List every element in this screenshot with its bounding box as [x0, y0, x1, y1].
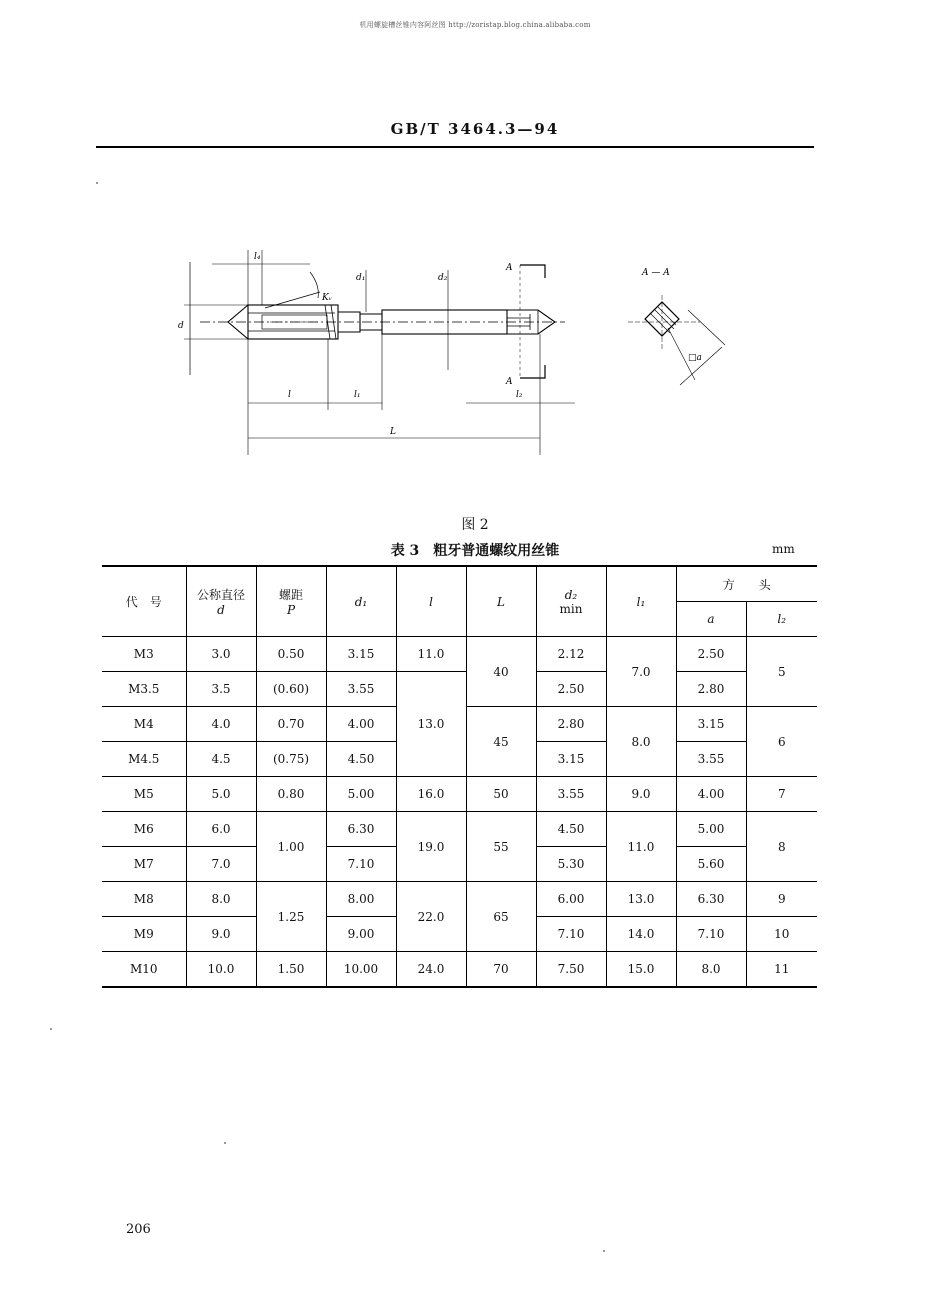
table-row — [102, 882, 817, 917]
cell-a: 7.10 — [676, 917, 746, 952]
figure-caption: 图 2 — [461, 517, 489, 533]
label-square: □a — [688, 353, 702, 363]
cell-d2: 5.30 — [536, 847, 606, 882]
header-pitch-symbol: P — [286, 603, 296, 617]
label-a-bottom: A — [506, 377, 513, 387]
scan-speck — [603, 1250, 605, 1252]
cell-L: 45 — [466, 707, 536, 777]
standard-title: GB/T 3464.3—94 — [390, 120, 560, 138]
unit-label: mm — [772, 542, 795, 556]
cell-p: 1.00 — [256, 812, 326, 882]
label-d2: d₂ — [438, 273, 448, 283]
cell-p: 0.80 — [256, 777, 326, 812]
cell-d2: 6.00 — [536, 882, 606, 917]
cell-a: 3.15 — [676, 707, 746, 742]
cell-d1: 3.15 — [326, 637, 396, 672]
cell-a: 4.00 — [676, 777, 746, 812]
header-code: 代 号 — [102, 566, 186, 637]
table-caption: 表 3 粗牙普通螺纹用丝锥 — [390, 543, 560, 559]
cell-L: 70 — [466, 952, 536, 988]
label-d1: d₁ — [356, 273, 366, 283]
header-pitch — [256, 566, 326, 637]
cell-a: 8.0 — [676, 952, 746, 988]
cell-d2: 2.80 — [536, 707, 606, 742]
cell-d: 8.0 — [186, 882, 256, 917]
cell-l1: 7.0 — [606, 637, 676, 707]
header-pitch-label: 螺距 — [278, 588, 303, 602]
cell-d2: 2.50 — [536, 672, 606, 707]
cell-d: 9.0 — [186, 917, 256, 952]
cell-p: 1.50 — [256, 952, 326, 988]
cell-a: 5.60 — [676, 847, 746, 882]
cell-l: 11.0 — [396, 637, 466, 672]
header-nominal-diameter-label: 公称直径 — [196, 588, 245, 602]
scan-speck — [50, 1028, 52, 1030]
scan-speck — [224, 1142, 226, 1144]
cell-l1: 13.0 — [606, 882, 676, 917]
cell-a: 2.50 — [676, 637, 746, 672]
cell-d2: 3.55 — [536, 777, 606, 812]
header-d2-min: min — [559, 601, 583, 616]
cell-code: M3.5 — [102, 672, 186, 707]
cell-l2: 8 — [746, 812, 817, 882]
cell-p: 1.25 — [256, 882, 326, 952]
cell-l1: 8.0 — [606, 707, 676, 777]
cell-code: M7 — [102, 847, 186, 882]
cell-code: M4.5 — [102, 742, 186, 777]
table-row — [102, 777, 817, 812]
header-d1: d₁ — [326, 566, 396, 637]
top-note: 机用螺旋槽丝锥内容阿丝图 http://zoristap.blog.china.alibaba.com — [359, 21, 591, 29]
cell-a: 2.80 — [676, 672, 746, 707]
cell-a: 5.00 — [676, 812, 746, 847]
label-section: A — A — [642, 268, 670, 278]
label-a-top: A — [506, 263, 513, 273]
cell-l2: 10 — [746, 917, 817, 952]
cell-d: 5.0 — [186, 777, 256, 812]
cell-d2: 3.15 — [536, 742, 606, 777]
tap-drawing — [170, 250, 770, 465]
cell-d: 3.0 — [186, 637, 256, 672]
label-kv: Kᵥ — [322, 293, 333, 303]
cell-l: 13.0 — [396, 672, 466, 777]
cell-code: M9 — [102, 917, 186, 952]
cell-code: M4 — [102, 707, 186, 742]
cell-L: 50 — [466, 777, 536, 812]
cell-p: (0.60) — [256, 672, 326, 707]
cell-d1: 3.55 — [326, 672, 396, 707]
cell-code: M8 — [102, 882, 186, 917]
page-number: 206 — [126, 1222, 151, 1237]
label-l4: l₄ — [254, 252, 261, 262]
cell-d1: 8.00 — [326, 882, 396, 917]
tap-spec-table — [102, 565, 817, 988]
cell-l1: 14.0 — [606, 917, 676, 952]
cell-l1: 11.0 — [606, 812, 676, 882]
cell-l: 24.0 — [396, 952, 466, 988]
label-d: d — [178, 321, 184, 331]
cell-p: (0.75) — [256, 742, 326, 777]
cell-l2: 6 — [746, 707, 817, 777]
table-row — [102, 952, 817, 988]
label-l1: l₁ — [354, 390, 361, 400]
cell-d1: 10.00 — [326, 952, 396, 988]
cell-code: M6 — [102, 812, 186, 847]
header-l: l — [396, 566, 466, 637]
cell-d: 4.5 — [186, 742, 256, 777]
cell-d2: 4.50 — [536, 812, 606, 847]
header-d2 — [536, 566, 606, 637]
cell-d: 3.5 — [186, 672, 256, 707]
cell-a: 3.55 — [676, 742, 746, 777]
header-d2-symbol: d₂ — [564, 587, 578, 602]
cell-d1: 5.00 — [326, 777, 396, 812]
cell-l: 16.0 — [396, 777, 466, 812]
header-nominal-diameter-symbol: d — [217, 603, 225, 617]
cell-d: 7.0 — [186, 847, 256, 882]
header-L: L — [466, 566, 536, 637]
header-l2: l₂ — [746, 602, 817, 637]
cell-L: 55 — [466, 812, 536, 882]
cell-l2: 5 — [746, 637, 817, 707]
cell-l2: 9 — [746, 882, 817, 917]
header-square-head: 方 头 — [676, 566, 817, 602]
cell-d1: 7.10 — [326, 847, 396, 882]
table-row — [102, 672, 817, 707]
label-L: L — [390, 427, 396, 437]
scan-speck — [96, 182, 98, 184]
cell-code: M3 — [102, 637, 186, 672]
cell-d: 6.0 — [186, 812, 256, 847]
cell-d1: 4.50 — [326, 742, 396, 777]
header-rule — [96, 146, 814, 148]
label-l2: l₂ — [516, 390, 523, 400]
cell-p: 0.70 — [256, 707, 326, 742]
table-row — [102, 812, 817, 847]
cell-d1: 4.00 — [326, 707, 396, 742]
cell-d2: 7.50 — [536, 952, 606, 988]
cell-l2: 11 — [746, 952, 817, 988]
cell-d1: 6.30 — [326, 812, 396, 847]
cell-L: 40 — [466, 637, 536, 707]
header-a: a — [676, 602, 746, 637]
header-nominal-diameter — [186, 566, 256, 637]
label-l: l — [288, 390, 291, 400]
cell-d: 4.0 — [186, 707, 256, 742]
cell-l: 19.0 — [396, 812, 466, 882]
cell-l: 22.0 — [396, 882, 466, 952]
cell-a: 6.30 — [676, 882, 746, 917]
cell-d2: 2.12 — [536, 637, 606, 672]
cell-code: M10 — [102, 952, 186, 988]
cell-d2: 7.10 — [536, 917, 606, 952]
cell-l2: 7 — [746, 777, 817, 812]
header-l1: l₁ — [606, 566, 676, 637]
cell-code: M5 — [102, 777, 186, 812]
cell-p: 0.50 — [256, 637, 326, 672]
cell-L: 65 — [466, 882, 536, 952]
table-row — [102, 637, 817, 672]
cell-d: 10.0 — [186, 952, 256, 988]
cell-l1: 9.0 — [606, 777, 676, 812]
cell-d1: 9.00 — [326, 917, 396, 952]
cell-l1: 15.0 — [606, 952, 676, 988]
